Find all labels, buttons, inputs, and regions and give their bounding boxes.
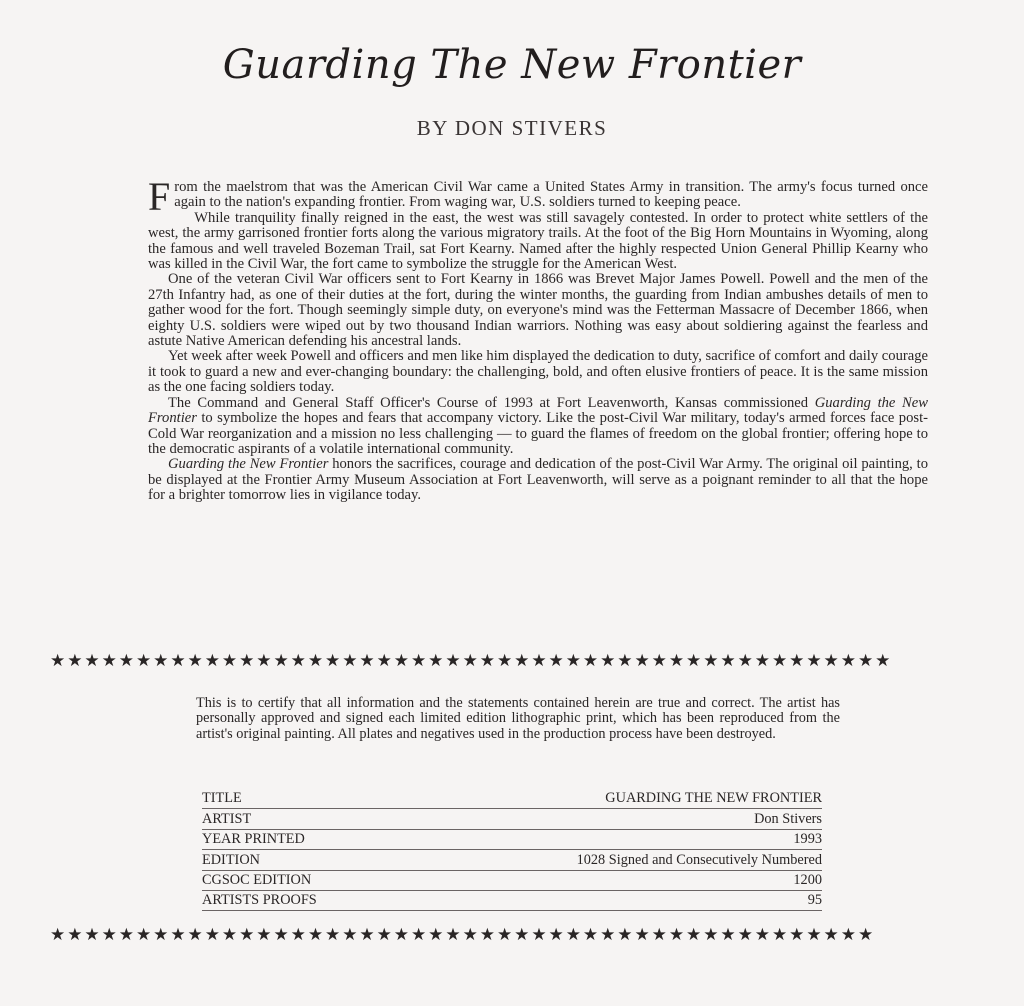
spec-value: 1200 — [793, 871, 822, 888]
essay-paragraph-4: Yet week after week Powell and officers and men like him displayed the dedication to duty, sacrifice of comfort and daily courage it took to guard a new and ever-changing boundary: the challenging, bold, and often elusive frontiers of peace. It is the same mission as the one facing soldiers today. — [148, 348, 928, 396]
spec-label: ARTISTS PROOFS — [202, 892, 317, 909]
spec-value: 95 — [807, 892, 822, 909]
essay-paragraph-5-a: The Command and General Staff Officer's Course of 1993 at Fort Leavenworth, Kansas commissioned — [168, 394, 815, 411]
star-divider-bottom: ★★★★★★★★★★★★★★★★★★★★★★★★★★★★★★★★★★★★★★★★★★★★★★★★ — [50, 925, 876, 945]
spec-value: Don Stivers — [754, 810, 822, 827]
artist-byline: BY DON STIVERS — [416, 116, 608, 140]
essay-paragraph-1-text: rom the maelstrom that was the American Civil War came a United States Army in transition. The army's focus turned once again to the nation's expanding frontier. From waging war, U.S. soldiers turned to keeping peace. — [174, 179, 928, 211]
spec-row-cgsoc-edition — [202, 871, 822, 891]
spec-label: EDITION — [202, 851, 260, 868]
essay-paragraph-5 — [148, 396, 928, 458]
spec-value: 1028 Signed and Consecutively Numbered — [576, 851, 822, 868]
essay-paragraph-5-title: Guarding the New Frontier — [148, 394, 928, 427]
spec-label: CGSOC EDITION — [202, 871, 312, 888]
essay-paragraph-6-b: honors the sacrifices, courage and dedication of the post-Civil War Army. The original oil painting, to be displayed at the Frontier Army Museum Association at Fort Leavenworth, will serve as a poignant reminder to all that the hope for a brighter tomorrow lies in vigilance today. — [148, 456, 928, 504]
star-divider-top: ★★★★★★★★★★★★★★★★★★★★★★★★★★★★★★★★★★★★★★★★★★★★★★★★★ — [50, 651, 893, 671]
essay-paragraph-3: One of the veteran Civil War officers sent to Fort Kearny in 1866 was Brevet Major James Powell. Powell and the men of the 27th Infantry had, as one of their duties at the fort, during the winter months, the guarding from Indian ambushes details of men to gather wood for the fort. Though seemingly simple duty, on everyone's mind was the Fetterman Massacre of December 1866, when eighty U.S. soldiers were wiped out by two thousand Indian warriors. Nothing was easy about soldiering against the fearless and astute Native American defending his ancestral lands. — [148, 271, 928, 350]
essay-paragraph-2: While tranquility finally reigned in the east, the west was still savagely contested. In order to protect white settlers of the west, the army garrisoned frontier forts along the various migratory trails. At the foot of the Big Horn Mountains in Wyoming, along the famous and well traveled Bozeman Trail, sat Fort Kearny. Named after the highly respected Union General Phillip Kearny who was killed in the Civil War, the fort came to symbolize the struggle for the American West. — [148, 209, 928, 273]
spec-row-artists-proofs — [202, 891, 822, 911]
spec-row-year-printed — [202, 830, 822, 850]
spec-label: ARTIST — [202, 810, 252, 827]
print-spec-table — [202, 789, 822, 911]
spec-value: 1993 — [793, 831, 822, 848]
certification-statement: This is to certify that all information and the statements contained herein are true and correct. The artist has personally approved and signed each limited edition lithographic print, which has been reproduced from the artist's original painting. All plates and negatives used in the production process have been destroyed. — [196, 695, 840, 742]
spec-label: YEAR PRINTED — [202, 831, 305, 848]
essay-body — [148, 174, 928, 504]
essay-paragraph-6 — [148, 457, 928, 503]
drop-cap: F — [148, 174, 171, 219]
print-title: Guarding The New Frontier — [222, 42, 802, 88]
essay-paragraph-6-title: Guarding the New Frontier — [168, 456, 329, 473]
essay-paragraph-5-b: to symbolize the hopes and fears that accompany victory. Like the post-Civil War military, today's armed forces face post-Cold War reorganization and a mission no less challenging — to guard the flames of freedom on the global frontier; offering hope to the democratic aspirants of a volatile international community. — [148, 410, 928, 457]
spec-row-edition — [202, 850, 822, 870]
spec-row-artist — [202, 809, 822, 829]
spec-label: TITLE — [202, 790, 242, 807]
spec-value: GUARDING THE NEW FRONTIER — [605, 790, 822, 807]
spec-row-title — [202, 789, 822, 809]
essay-paragraph-1 — [148, 174, 928, 219]
